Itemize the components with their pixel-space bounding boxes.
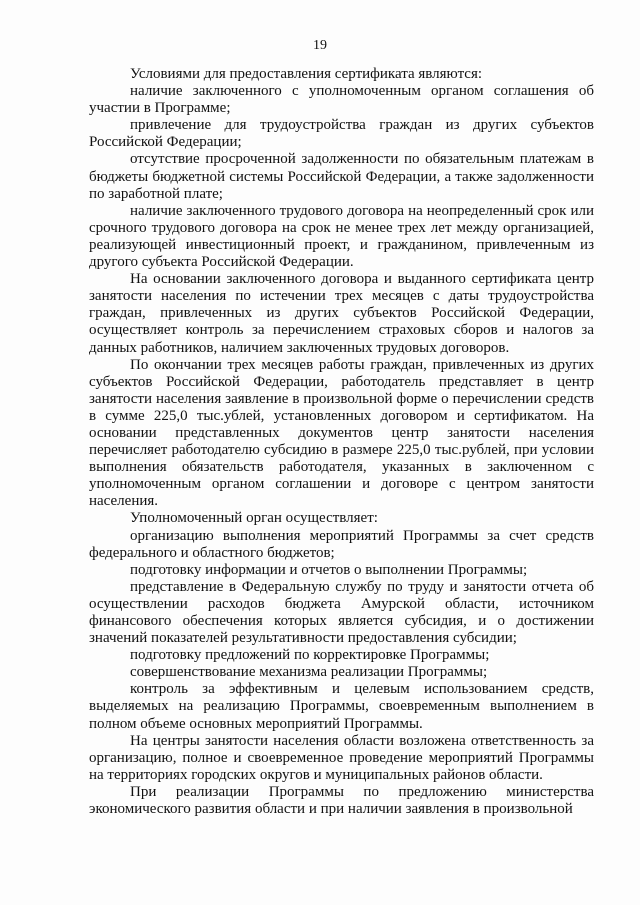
paragraph: Уполномоченный орган осуществляет: xyxy=(130,510,378,527)
paragraph: Условиями для предоставления сертификата являются: xyxy=(130,66,483,82)
paragraph: совершенствование механизма реализации Программы; xyxy=(130,664,488,681)
paragraph: По окончании трех месяцев работы граждан, привлеченных из других субъектов Российской Федерации, работодатель представляет в центр занятости населения заявление в произвольной форме о перечислении средств в сумме 225,0 тыс.ублей, установленных договором и сертификатом. На основании представленных документов центр занятости населения перечисляет работодателю субсидию в размере 225,0 тыс.рублей, при условии выполнения обязательств работодателя, указанных в заключенном с уполномоченным органом соглашении и договоре с центром занятости населения. xyxy=(89,356,594,510)
paragraph: контроль за эффективным и целевым использованием средств, выделяемых на реализацию Программы, своевременным выполнением в полном объеме основных мероприятий Программы. xyxy=(89,681,594,732)
paragraph: привлечение для трудоустройства граждан из других субъектов Российской Федерации; xyxy=(89,117,594,151)
paragraph: При реализации Программы по предложению министерства экономического развития области и при наличии заявления в произвольной xyxy=(89,783,594,818)
paragraph: представление в Федеральную службу по труду и занятости отчета об осуществлении расходов бюджета Амурской области, источником финансового обеспечения которых является субсидия, и о достижении значений показателей результативности предоставления субсидии; xyxy=(89,578,594,647)
paragraph: На центры занятости населения области возложена ответственность за организацию, полное и своевременное проведение мероприятий Программы на территориях городских округов и муниципальных районов области. xyxy=(89,732,594,783)
paragraph: отсутствие просроченной задолженности по обязательным платежам в бюджеты бюджетной системы Российской Федерации, а также задолженности по заработной плате; xyxy=(89,151,594,202)
paragraph: наличие заключенного с уполномоченным органом соглашения об участии в Программе; xyxy=(89,83,594,117)
page-number: 19 xyxy=(313,38,327,53)
paragraph: наличие заключенного трудового договора на неопределенный срок или срочного трудового договора на срок не менее трех лет между организацией, реализующей инвестиционный проект, и гражданином, привлеченным из другого субъекта Российской Федерации. xyxy=(89,202,594,271)
paragraph: подготовку предложений по корректировке Программы; xyxy=(130,647,490,664)
paragraph: организацию выполнения мероприятий Программы за счет средств федерального и областного бюджетов; xyxy=(89,527,594,561)
paragraph: подготовку информации и отчетов о выполнении Программы; xyxy=(130,561,528,578)
paragraph: На основании заключенного договора и выданного сертификата центр занятости населения по истечении трех месяцев с даты трудоустройства граждан, привлеченных из других субъектов Российской Федерации, осуществляет контроль за перечислением страховых сборов и налогов за данных работников, наличием заключенных трудовых договоров. xyxy=(89,271,594,356)
document-body xyxy=(89,66,594,818)
